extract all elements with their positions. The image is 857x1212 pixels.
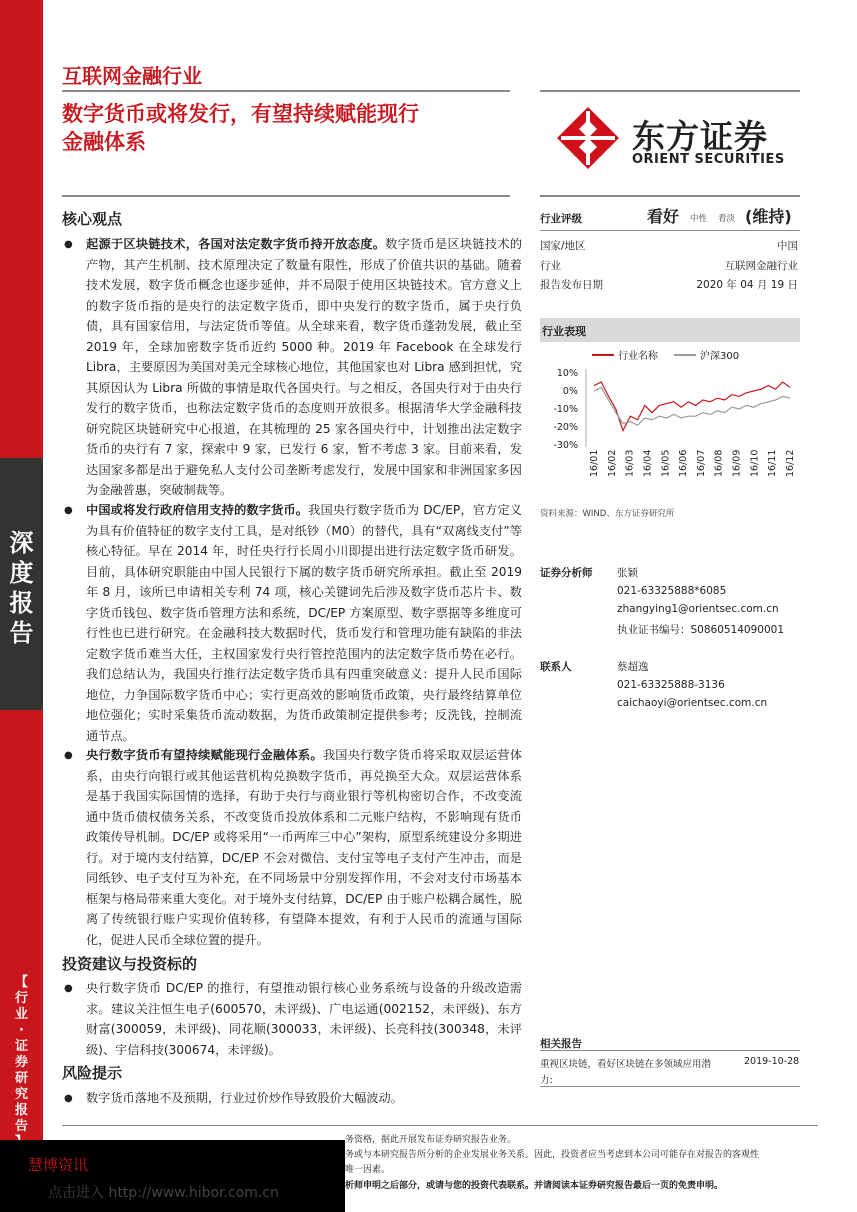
divider — [540, 1086, 800, 1087]
meta-value-region: 中国 — [777, 240, 798, 252]
footer-line-3: 唯一因素。 — [345, 1165, 391, 1175]
sector-label: 互联网金融行业 — [62, 64, 202, 88]
side-bar-report-type — [0, 458, 43, 710]
watermark-name: 慧博资讯 — [28, 1156, 89, 1174]
related-report-date: 2019-10-28 — [744, 1056, 800, 1067]
contact-label: 联系人 — [540, 661, 572, 673]
bullet-icon: ● — [64, 505, 73, 516]
analyst-phone: 021-63325888*6085 — [617, 585, 727, 597]
logo-cn-text: 东方证券 — [632, 117, 768, 156]
x-tick-label: 16/09 — [731, 449, 743, 477]
x-tick-label: 16/03 — [624, 449, 636, 477]
analyst-cert: 执业证书编号：S0860514090001 — [617, 624, 785, 636]
core-view-paragraph-1: 起源于区块链技术，各国对法定数字货币持开放态度。数字货币是区块链技术的产物，其产生机制、技术原理决定了数量有限性，形成了价值共识的基础。随着技术发展，数字货币概念也逐步延伸，并不局限于使用区块链技术。官方意义上的数字货币指的是央行的法定数字货币，即中央发行的数字货币，属于央行负债，具有国家信用，与法定货币等值。从全球来看，数字货币蓬勃发展，截止至 2019 年，全球加密数字货币近约 5000 种。2019 年 Facebook 在全球发行 Libra，主要原因为美国对美元全球核心地位，其他国家也对 Libra 感到担忧，究其原因认为 Libra 所做的事情是取代各国央行。与之相反，各国央行对于由央行发行的数字货币，也称法定数字货币的态度则开放很多。根据清华大学金融科技研究院区块链研究中心报道，在其梳理的 25 家各国央行中，计划推出法定数字货币的央行有 7 家，探索中 9 家，已发行 6 家，暂不考虑 3 家。目前来看，发达国家多都是出于避免私人支付公司垄断考虑发行，发展中国家和非洲国家多因为金融普惠，突破制裁等。 — [86, 237, 523, 497]
x-tick-label: 16/01 — [589, 449, 600, 477]
rating-bearish: 看淡 — [718, 214, 736, 224]
legend-label: 行业名称 — [618, 351, 658, 362]
risk-heading: 风险提示 — [62, 1064, 123, 1082]
meta-label-date: 报告发布日期 — [540, 279, 603, 291]
divider — [62, 195, 510, 197]
x-tick-label: 16/04 — [642, 449, 654, 477]
core-view-heading: 核心观点 — [62, 210, 123, 228]
divider — [62, 90, 510, 92]
page-title — [62, 100, 512, 156]
divider — [540, 230, 800, 231]
bullet-icon: ● — [64, 750, 73, 761]
chart-source: 资料来源：WIND、东方证券研究所 — [540, 509, 675, 519]
y-tick-label: -20% — [553, 422, 578, 433]
orient-logo-icon — [557, 107, 619, 169]
related-heading: 相关报告 — [540, 1038, 582, 1050]
meta-label-region: 国家/地区 — [540, 240, 586, 252]
performance-header — [540, 318, 800, 342]
y-tick-label: -10% — [553, 404, 578, 415]
company-logo — [552, 103, 802, 183]
analyst-name: 张颖 — [617, 567, 638, 579]
contact-email[interactable]: caichaoyi@orientsec.com.cn — [617, 697, 768, 709]
title-line-2: 金融体系 — [62, 130, 146, 154]
bullet-icon: ● — [64, 1093, 73, 1104]
divider — [540, 195, 800, 197]
x-tick-label: 16/08 — [713, 449, 725, 477]
watermark-url[interactable]: 点击进入 http://www.hibor.com.cn — [48, 1185, 279, 1201]
footer-line-1: 务资格，据此开展发布证券研究报告业务。 — [345, 1135, 517, 1145]
meta-value-industry: 互联网金融行业 — [724, 260, 798, 272]
report-type-label: 深 度 报 告 — [9, 529, 34, 647]
rating-value: 看好 — [647, 207, 680, 226]
watermark-banner[interactable] — [0, 1140, 345, 1212]
analyst-label: 证券分析师 — [540, 567, 593, 579]
performance-heading: 行业表现 — [542, 325, 586, 338]
contact-name: 蔡超逸 — [617, 661, 649, 673]
x-tick-label: 16/12 — [785, 449, 796, 477]
legend-label: 沪深300 — [700, 351, 740, 362]
y-tick-label: 0% — [562, 386, 578, 397]
analyst-email[interactable]: zhangying1@orientsec.com.cn — [617, 603, 779, 615]
divider — [540, 90, 800, 92]
logo-en-text: ORIENT SECURITIES — [632, 152, 785, 167]
footer-line-4: 析师申明之后部分，或请与您的投资代表联系。并请阅读本证券研究报告最后一页的免责申明。 — [345, 1181, 724, 1191]
performance-chart — [540, 345, 800, 495]
side-bar-bottom — [0, 710, 43, 1160]
bullet-icon: ● — [64, 239, 73, 250]
side-bar-top — [0, 0, 43, 458]
core-view-paragraph-2: 中国或将发行政府信用支持的数字货币。我国央行数字货币为 DC/EP，官方定义为具有价值特征的数字支付工具，是对纸钞（M0）的替代，具有“双离线支付”等核心特征。早在 2014 年，时任央行行长周小川即提出进行法定数字货币研发。目前，具体研究职能由中国人民银行下属的数字货币研究所承担。截止至 2019 年 8 月，该所已申请相关专利 74 项，核心关键词先后涉及数字货币芯片卡、数字货币钱包、数字货币管理方法和系统，DC/EP 方案原型、数字票据等多维度可行性也已进行研究。在金融科技大数据时代，货币发行和管理功能有缺陷的非法定数字货币难当大任，主权国家发行央行管控范围内的法定数字货币势在必行。我们总结认为，我国央行推行法定数字货币具有四重突破意义：提升人民币国际地位，力争国际数字货币中心；实行更高效的影响货币政策，央行最终结算单位地位强化；实时采集货币流动数据，为货币政策制定提供参考；反洗钱，控制流通节点。 — [86, 503, 522, 743]
core-view-paragraph-3: 央行数字货币有望持续赋能现行金融体系。我国央行数字货币将采取双层运营体系，由央行向银行或其他运营机构兑换数字货币，再兑换至大众。双层运营体系是基于我国实际国情的选择，有助于央行与商业银行等机构密切合作，不改变流通中货币债权债务关系，不改变货币投放体系和二元账户结构，不影响现有货币政策传导机制。DC/EP 或将采用“一币两库三中心”架构，原型系统建设分多期进行。对于境内支付结算，DC/EP 不会对微信、支付宝等电子支付产生冲击，而是同纸钞、电子支付互为补充，在不同场景中分别发挥作用，不会对支付市场基本框架与格局带来重大变化。对于境外支付结算，DC/EP 由于账户松耦合属性，脱离了传统银行账户实现价值转移，有望降本提效，有利于人民币的流通与国际化，促进人民币全球位置的提升。 — [86, 748, 523, 947]
related-report-line1[interactable]: 重视区块链，看好区块链在多领域应用潜 — [540, 1059, 712, 1070]
rating-hold: (维持) — [745, 207, 792, 226]
rating-neutral: 中性 — [690, 214, 708, 224]
invest-paragraph: 央行数字货币 DC/EP 的推行，有望推动银行核心业务系统与设备的升级改造需求。建议关注恒生电子(600570，未评级)、广电运通(002152，未评级)、东方财富(300059，未评级)、同花顺(300033，未评级)、长亮科技(300348，未评级)、宇信科技(300674，未评级)。 — [86, 981, 522, 1057]
related-report-line2[interactable]: 力: — [540, 1075, 553, 1086]
footer-divider — [62, 1125, 818, 1126]
x-tick-label: 16/07 — [695, 449, 707, 477]
meta-value-date: 2020 年 04 月 19 日 — [696, 279, 798, 291]
contact-phone: 021-63325888-3136 — [617, 679, 725, 691]
meta-label-industry: 行业 — [540, 260, 561, 272]
x-tick-label: 16/06 — [678, 449, 690, 477]
x-tick-label: 16/05 — [660, 449, 672, 477]
y-tick-label: -30% — [553, 440, 578, 451]
x-tick-label: 16/02 — [606, 449, 618, 477]
series-line — [594, 387, 790, 425]
x-tick-label: 16/10 — [749, 449, 761, 477]
rating-label: 行业评级 — [540, 213, 582, 225]
title-line-1: 数字货币或将发行，有望持续赋能现行 — [62, 102, 419, 126]
y-tick-label: 10% — [556, 368, 578, 379]
invest-heading: 投资建议与投资标的 — [62, 955, 198, 973]
report-category-label: 【 行 业 · 证 券 研 究 报 告 — [14, 975, 28, 1134]
footer-line-2: 务或与本研究报告所分析的企业发展业务关系。因此，投资者应当考虑到本公司可能存在对报告的客观性 — [345, 1150, 760, 1160]
divider — [540, 1050, 800, 1051]
x-tick-label: 16/11 — [767, 449, 779, 477]
risk-paragraph: 数字货币落地不及预期，行业过价炒作导致股价大幅波动。 — [86, 1091, 403, 1105]
bullet-icon: ● — [64, 983, 73, 994]
